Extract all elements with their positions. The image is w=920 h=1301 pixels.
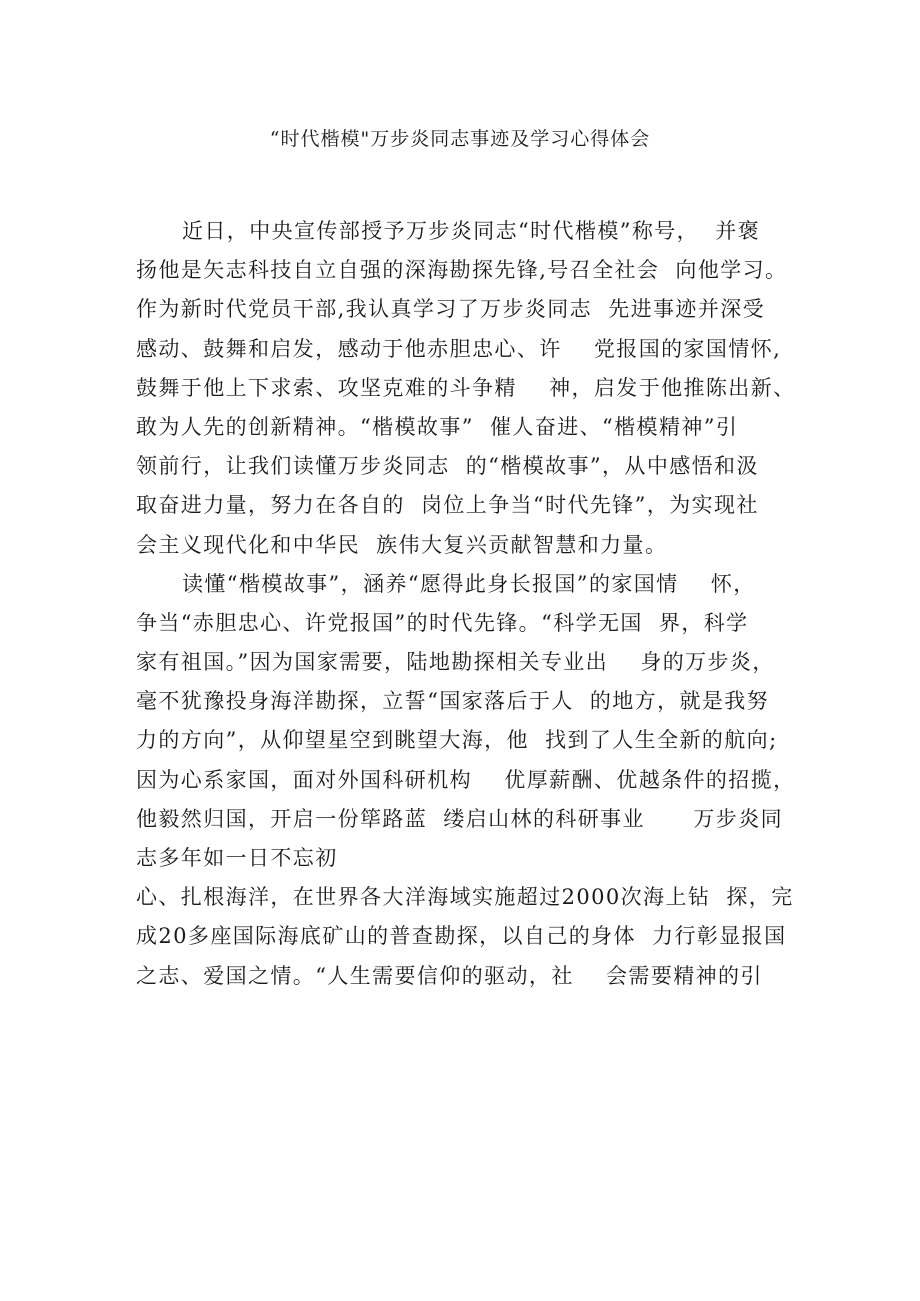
- text-line: 力的方向”，从仰望星空到眺望大海，他 找到了人生全新的航向;: [136, 728, 778, 753]
- text-line: 心、扎根海洋，在世界各大洋海域实施超过2000次海上钻 探，完: [136, 885, 794, 910]
- text-line: 争当“赤胆忠心、许党报国”的时代先锋。“科学无国 界，科学: [136, 610, 749, 635]
- text-line: 鼓舞于他上下求索、攻坚克难的斗争精 神，启发于他推陈出新、: [136, 375, 796, 400]
- text-line: 志多年如一日不忘初: [136, 846, 338, 870]
- text-line: 领前行，让我们读懂万步炎同志 的“楷模故事”，从中感悟和汲: [136, 454, 759, 479]
- document-title: “时代楷模"万步炎同志事迹及学习心得体会: [269, 128, 651, 150]
- document-body: [136, 212, 816, 996]
- text-line: 因为心系家国，面对外国科研机构 优厚薪酬、优越条件的招揽，: [136, 767, 796, 792]
- text-line: 取奋进力量，努力在各自的 岗位上争当“时代先锋”，为实现社: [136, 493, 759, 518]
- text-line: 成20多座国际海底矿山的普查勘探，以自己的身体 力行彰显报国: [136, 924, 787, 949]
- text-line: 近日，中央宣传部授予万步炎同志“时代楷模”称号， 并褒: [182, 219, 761, 243]
- text-line: 读懂“楷模故事”，涵养“愿得此身长报国”的家国情 怀，: [182, 571, 756, 596]
- text-line: 感动、鼓舞和启发，感动于他赤胆忠心、许 党报国的家国情怀,: [136, 336, 782, 361]
- text-line: 他毅然归国，开启一份筚路蓝 缕启山林的科研事业 万步炎同: [136, 806, 783, 831]
- text-line: 毫不犹豫投身海洋勘探，立誓“国家落后于人 的地方，就是我努: [136, 689, 770, 714]
- text-line: 之志、爱国之情。“人生需要信仰的驱动，社 会需要精神的引: [136, 963, 763, 988]
- text-line: 扬他是矢志科技自立自强的深海勘探先锋,号召全社会 向他学习。: [136, 258, 788, 283]
- text-line: 敢为人先的创新精神。“楷模故事” 催人奋进、“楷模精神”引: [136, 414, 739, 439]
- text-line: 作为新时代党员干部,我认真学习了万步炎同志 先进事迹并深受: [136, 297, 766, 322]
- text-line: 家有祖国。”因为国家需要，陆地勘探相关专业出 身的万步炎，: [136, 650, 775, 675]
- text-line: 会主义现代化和中华民 族伟大复兴贡献智慧和力量。: [136, 532, 668, 557]
